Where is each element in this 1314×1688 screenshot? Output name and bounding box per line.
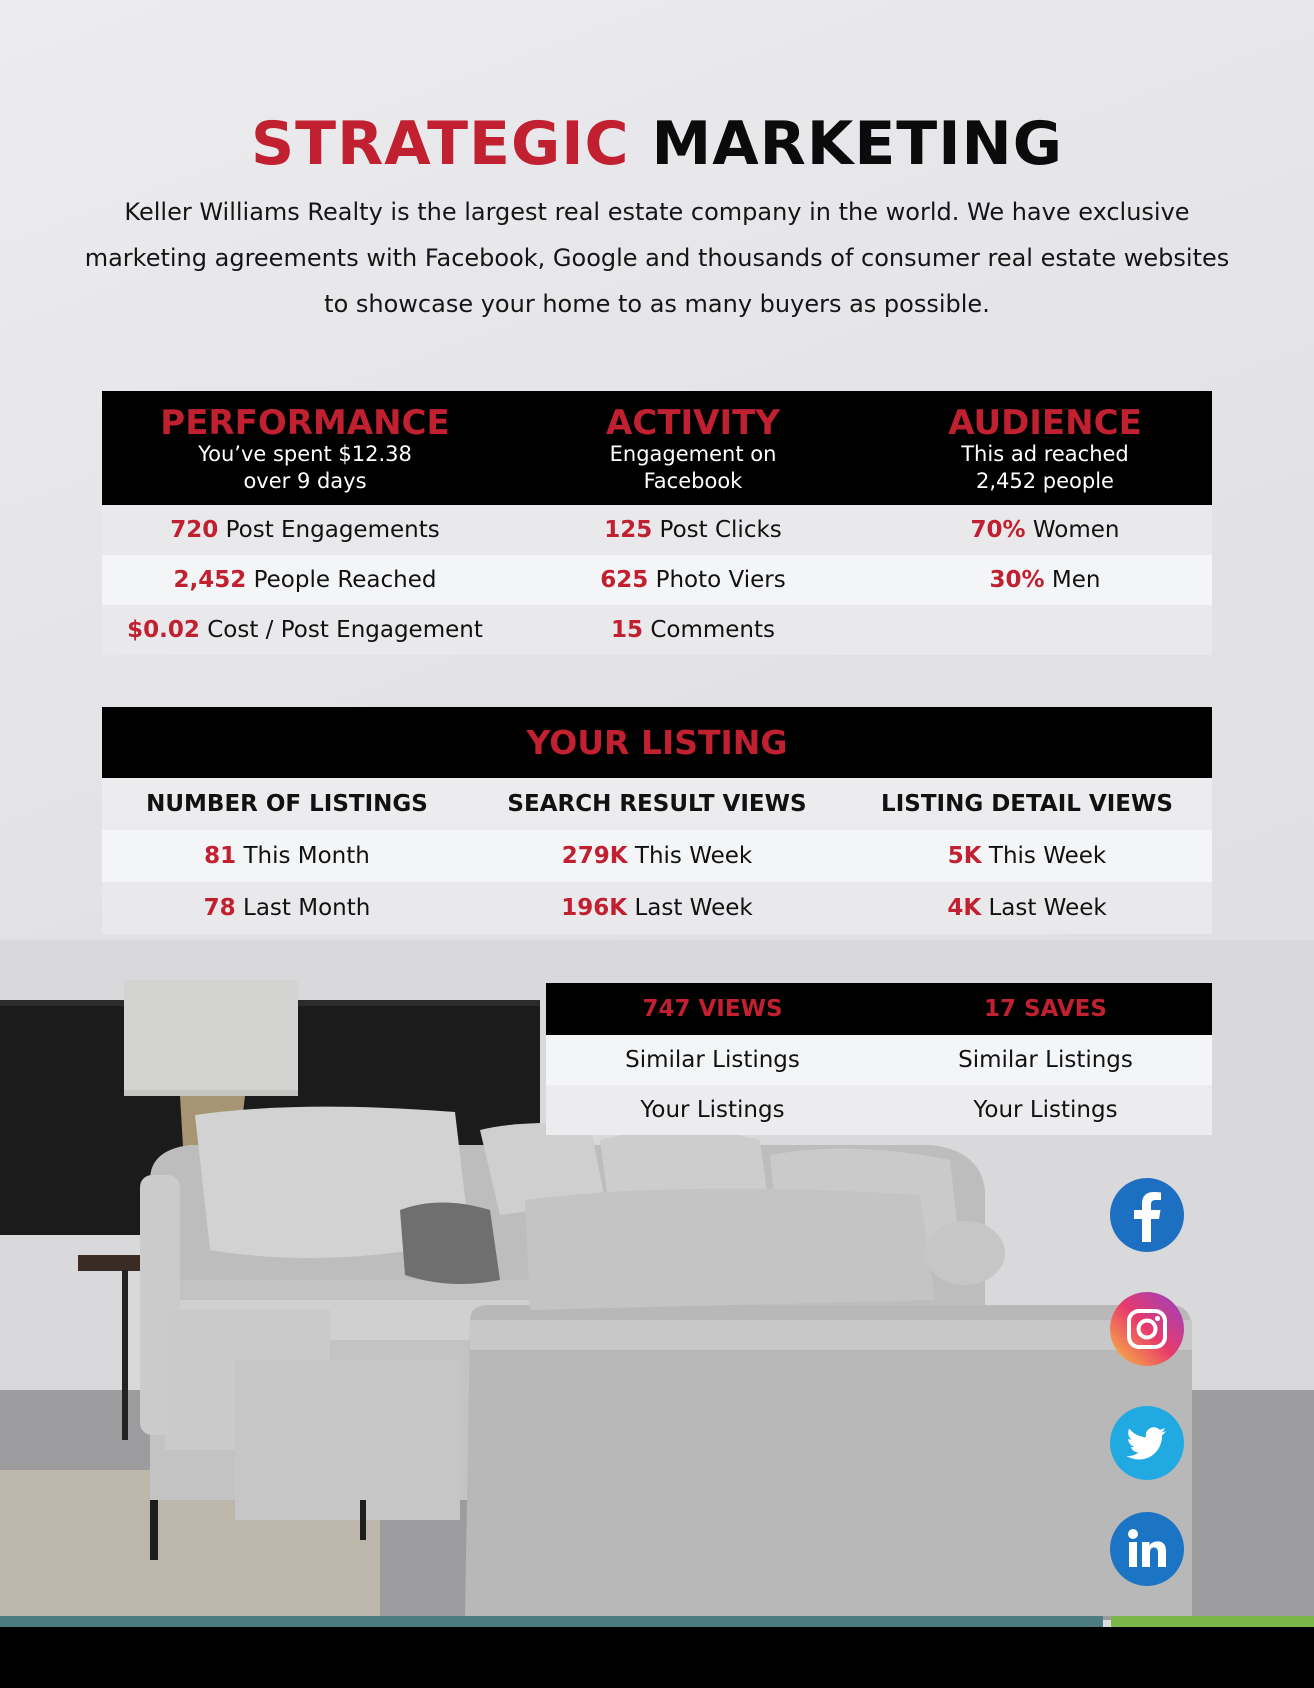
stat-label: Photo Viers <box>655 567 786 593</box>
views-saves-header <box>546 983 1212 1035</box>
audience-header <box>878 391 1212 505</box>
audience-sub-1: This ad reached <box>961 442 1129 466</box>
listing-label: Last Week <box>988 895 1107 921</box>
listing-cell <box>102 895 472 921</box>
performance-sub-1: You’ve spent $12.38 <box>198 442 412 466</box>
table-row <box>546 1035 1212 1085</box>
listing-cell <box>472 843 842 869</box>
table-row <box>546 1085 1212 1135</box>
performance-title: PERFORMANCE <box>160 403 450 443</box>
stat-value: $0.02 <box>127 617 200 643</box>
column-header: NUMBER OF LISTINGS <box>146 791 428 817</box>
stats-table <box>102 391 1212 655</box>
table-row <box>102 605 1212 655</box>
stat-label: Post Engagements <box>225 517 440 543</box>
listing-label: This Week <box>988 843 1107 869</box>
stat-value: 125 <box>604 517 653 543</box>
table-row <box>102 882 1212 934</box>
stat-label: Men <box>1051 567 1101 593</box>
listing-value: 4K <box>947 895 982 921</box>
stat-value: 30% <box>989 567 1045 593</box>
table-cell: Similar Listings <box>958 1047 1133 1073</box>
stat-cell <box>102 567 508 593</box>
listing-label: Last Week <box>634 895 753 921</box>
column-header: LISTING DETAIL VIEWS <box>881 791 1173 817</box>
linkedin-icon[interactable] <box>1110 1512 1184 1586</box>
listing-label: Last Month <box>243 895 371 921</box>
audience-sub-2: 2,452 people <box>976 469 1114 493</box>
activity-sub-2: Facebook <box>643 469 743 493</box>
stat-label: Post Clicks <box>659 517 782 543</box>
stat-value: 15 <box>611 617 644 643</box>
instagram-icon[interactable] <box>1110 1292 1184 1366</box>
title-word-marketing: MARKETING <box>651 109 1064 179</box>
stat-cell <box>508 617 878 643</box>
footer-bar <box>0 1627 1314 1688</box>
performance-header <box>102 391 508 505</box>
stat-label: People Reached <box>253 567 437 593</box>
table-cell: Similar Listings <box>625 1047 800 1073</box>
stats-table-header <box>102 391 1212 505</box>
table-row <box>102 555 1212 605</box>
footer-accent-green <box>1111 1616 1314 1627</box>
stat-label: Cost / Post Engagement <box>207 617 483 643</box>
stat-label: Comments <box>650 617 775 643</box>
stat-cell <box>878 567 1212 593</box>
activity-title: ACTIVITY <box>606 403 780 443</box>
twitter-icon[interactable] <box>1110 1406 1184 1480</box>
stat-value: 625 <box>600 567 649 593</box>
stat-cell <box>508 517 878 543</box>
listing-value: 196K <box>561 895 628 921</box>
stat-cell <box>102 617 508 643</box>
stat-cell <box>508 567 878 593</box>
page-title <box>0 108 1314 180</box>
table-row <box>102 505 1212 555</box>
listing-header-row <box>102 778 1212 830</box>
stat-cell <box>878 517 1212 543</box>
saves-count-header: 17 SAVES <box>984 996 1107 1022</box>
listing-table <box>102 707 1212 934</box>
column-header: SEARCH RESULT VIEWS <box>507 791 807 817</box>
views-saves-table <box>546 983 1212 1135</box>
listing-value: 81 <box>204 843 237 869</box>
listing-title: YOUR LISTING <box>102 707 1212 778</box>
audience-title: AUDIENCE <box>948 403 1142 443</box>
stat-value: 2,452 <box>173 567 247 593</box>
intro-paragraph: Keller Williams Realty is the largest real estate company in the world. We have exclusive marketing agreements with Facebook, Google and thousands of consumer real estate websites to showcase your home to as many buyers as possible. <box>84 198 1230 318</box>
listing-cell <box>842 843 1212 869</box>
table-cell: Your Listings <box>640 1097 785 1123</box>
footer-accent-teal <box>0 1616 1103 1627</box>
table-row <box>102 830 1212 882</box>
table-cell: Your Listings <box>973 1097 1118 1123</box>
listing-cell <box>102 843 472 869</box>
facebook-icon[interactable] <box>1110 1178 1184 1252</box>
activity-header <box>508 391 878 505</box>
listing-value: 279K <box>561 843 628 869</box>
performance-sub-2: over 9 days <box>243 469 367 493</box>
title-word-strategic: STRATEGIC <box>250 109 630 179</box>
stat-value: 720 <box>170 517 219 543</box>
listing-value: 78 <box>203 895 236 921</box>
stat-label: Women <box>1032 517 1120 543</box>
activity-sub-1: Engagement on <box>609 442 777 466</box>
stat-cell <box>102 517 508 543</box>
listing-cell <box>842 895 1212 921</box>
views-count-header: 747 VIEWS <box>642 996 783 1022</box>
listing-value: 5K <box>947 843 982 869</box>
listing-label: This Month <box>243 843 370 869</box>
listing-label: This Week <box>634 843 753 869</box>
stat-value: 70% <box>970 517 1026 543</box>
listing-cell <box>472 895 842 921</box>
